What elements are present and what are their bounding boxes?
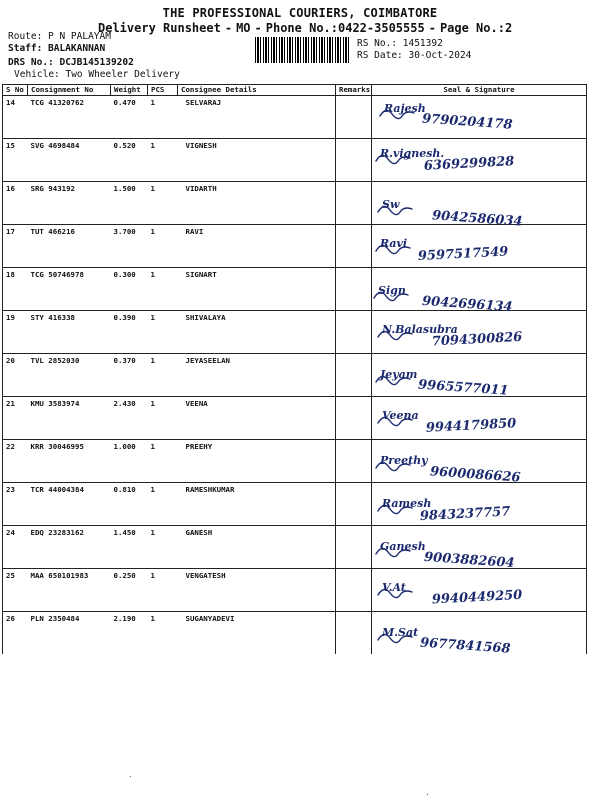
cell-pcs: 1 (148, 397, 178, 440)
cell-sno: 16 (3, 182, 28, 225)
signature-name: Ravi (380, 237, 408, 250)
cell-remarks (336, 225, 372, 268)
cell-weight: 0.520 (111, 139, 148, 182)
signature-phone: 9677841568 (419, 635, 511, 657)
cell-consignment: TVL 2852030 (28, 354, 111, 397)
cell-remarks (336, 612, 372, 655)
cell-consignee: SIGNART (178, 268, 336, 311)
cell-remarks (336, 483, 372, 526)
cell-remarks (336, 569, 372, 612)
cell-consignment: KRR 30046995 (28, 440, 111, 483)
cell-consignment: EDQ 23283162 (28, 526, 111, 569)
handwritten-signature (372, 268, 587, 316)
cell-weight: 2.430 (111, 397, 148, 440)
table-row (3, 354, 587, 397)
table-row (3, 311, 587, 354)
cell-sno: 18 (3, 268, 28, 311)
cell-signature (372, 483, 587, 526)
cell-remarks (336, 182, 372, 225)
cell-consignee: VENGATESH (178, 569, 336, 612)
col-header-weight: Weight (111, 85, 148, 96)
cell-remarks (336, 354, 372, 397)
drs-number: DRS No.: DCJB145139202 (8, 57, 134, 68)
cell-pcs: 1 (148, 311, 178, 354)
title-part: - (428, 21, 436, 35)
signature-name: Veena (382, 409, 419, 422)
cell-remarks (336, 440, 372, 483)
col-header-remarks: Remarks (336, 85, 372, 96)
signature-name: Rajesh (384, 102, 426, 115)
delivery-table (2, 84, 587, 657)
cell-sno: 24 (3, 526, 28, 569)
table-row (3, 225, 587, 268)
cell-remarks (336, 96, 372, 139)
cell-consignment: TCR 44004384 (28, 483, 111, 526)
handwritten-signature (372, 483, 587, 527)
cell-pcs: 1 (148, 526, 178, 569)
table-row (3, 440, 587, 483)
cell-weight: 0.250 (111, 569, 148, 612)
vehicle-label: Vehicle: Two Wheeler Delivery (14, 69, 180, 80)
table-row (3, 612, 587, 655)
company-name: THE PROFESSIONAL COURIERS, COIMBATORE (162, 6, 438, 20)
cell-signature (372, 612, 587, 655)
rs-date: RS Date: 30-Oct-2024 (357, 50, 472, 61)
signature-name: Jeyam (380, 368, 418, 381)
cell-consignee: SELVARAJ (178, 96, 336, 139)
signature-phone: 9790204178 (421, 111, 513, 133)
signature-phone: 9600086626 (429, 464, 521, 486)
cell-weight: 0.370 (111, 354, 148, 397)
barcode-image (255, 37, 350, 63)
signature-phone: 9597517549 (417, 244, 509, 265)
signature-name: N.Balasubra (382, 323, 458, 336)
col-header-pcs: PCS (148, 85, 178, 96)
cell-consignee: VIDARTH (178, 182, 336, 225)
table-row (3, 526, 587, 569)
title-part: Delivery Runsheet (98, 21, 221, 35)
handwritten-signature (372, 139, 587, 183)
handwritten-signature (372, 182, 587, 230)
handwritten-signature (372, 440, 587, 484)
signature-name: Preethy (380, 454, 428, 467)
col-header-consignment: Consignment No (28, 85, 111, 96)
cell-consignee: RAMESHKUMAR (178, 483, 336, 526)
cell-consignee: SUGANYADEVI (178, 612, 336, 655)
cell-consignment: TCG 50746978 (28, 268, 111, 311)
cell-signature (372, 182, 587, 230)
table-row (3, 96, 587, 139)
signature-phone: 9940449250 (431, 587, 523, 608)
handwritten-signature (372, 96, 587, 140)
cell-pcs: 1 (148, 182, 178, 225)
signature-name: R.vignesh. (380, 147, 445, 160)
cell-signature (372, 440, 587, 486)
cell-consignment: SVG 4698484 (28, 139, 111, 182)
signature-phone: 9965577011 (417, 377, 509, 399)
cell-weight: 1.450 (111, 526, 148, 569)
handwritten-signature (372, 526, 587, 570)
cell-consignment: MAA 650101983 (28, 569, 111, 612)
cell-weight: 1.000 (111, 440, 148, 483)
cell-sno: 19 (3, 311, 28, 354)
cell-remarks (336, 268, 372, 311)
cell-weight: 0.300 (111, 268, 148, 311)
signature-name: Sw (382, 198, 400, 211)
cell-signature (372, 526, 587, 572)
scan-mark: · (128, 772, 133, 781)
cell-pcs: 1 (148, 354, 178, 397)
handwritten-signature (372, 354, 587, 398)
cell-weight: 0.810 (111, 483, 148, 526)
cell-sno: 23 (3, 483, 28, 526)
title-part: - (224, 21, 233, 35)
scan-mark: · (425, 790, 430, 799)
cell-remarks (336, 526, 372, 569)
col-header-signature: Seal & Signature (372, 85, 587, 96)
cell-sno: 15 (3, 139, 28, 182)
title-part: MO (236, 21, 251, 35)
cell-remarks (336, 397, 372, 440)
table-row (3, 268, 587, 311)
cell-signature (372, 311, 587, 354)
title-part: Phone No.:0422-3505555 (265, 21, 425, 35)
cell-pcs: 1 (148, 268, 178, 311)
handwritten-signature (372, 225, 587, 269)
table-row (3, 569, 587, 612)
cell-sno: 21 (3, 397, 28, 440)
cell-sno: 26 (3, 612, 28, 655)
title-part: - (254, 21, 262, 35)
cell-consignment: SRG 943192 (28, 182, 111, 225)
col-header-consignee: Consignee Details (178, 85, 336, 96)
signature-phone: 7094300826 (431, 329, 523, 350)
staff-label: Staff: BALAKANNAN (8, 43, 106, 54)
handwritten-signature (372, 311, 587, 355)
handwritten-signature (372, 397, 587, 441)
rs-number: RS No.: 1451392 (357, 38, 443, 49)
cell-weight: 3.700 (111, 225, 148, 268)
cell-consignment: STY 416338 (28, 311, 111, 354)
signature-name: Sign (378, 284, 406, 297)
cell-remarks (336, 139, 372, 182)
cell-consignee: JEYASEELAN (178, 354, 336, 397)
cell-pcs: 1 (148, 139, 178, 182)
signature-name: Ganesh (380, 540, 426, 553)
cell-pcs: 1 (148, 569, 178, 612)
cell-weight: 2.190 (111, 612, 148, 655)
cell-consignee: GANESH (178, 526, 336, 569)
cell-sno: 25 (3, 569, 28, 612)
cell-pcs: 1 (148, 612, 178, 655)
cell-consignment: KMU 3583974 (28, 397, 111, 440)
cell-weight: 0.390 (111, 311, 148, 354)
signature-phone: 9003882604 (423, 549, 515, 572)
cell-consignee: SHIVALAYA (178, 311, 336, 354)
table-row (3, 397, 587, 440)
cell-pcs: 1 (148, 483, 178, 526)
signature-phone: 9944179850 (425, 416, 517, 436)
cell-sno: 20 (3, 354, 28, 397)
cell-pcs: 1 (148, 225, 178, 268)
table-row (3, 182, 587, 225)
cell-signature (372, 569, 587, 612)
cell-signature (372, 139, 587, 182)
signature-name: Ramesh (382, 497, 432, 510)
cell-weight: 0.470 (111, 96, 148, 139)
cell-consignee: VIGNESH (178, 139, 336, 182)
runsheet-title (98, 21, 516, 35)
cell-weight: 1.500 (111, 182, 148, 225)
cell-consignment: TCG 41320762 (28, 96, 111, 139)
handwritten-signature (372, 569, 587, 613)
cell-signature (372, 96, 587, 139)
signature-phone: 9042696134 (421, 293, 513, 316)
cell-pcs: 1 (148, 96, 178, 139)
cell-sno: 22 (3, 440, 28, 483)
cell-remarks (336, 311, 372, 354)
cell-consignee: PREEHY (178, 440, 336, 483)
cell-sno: 14 (3, 96, 28, 139)
signature-name: V.At (382, 581, 406, 594)
table-header-row (3, 85, 587, 96)
cell-signature (372, 354, 587, 397)
signature-name: M.Sat (382, 626, 419, 639)
col-header-sno: S No (3, 85, 28, 96)
title-part: Page No.:2 (439, 21, 513, 35)
cell-consignee: RAVI (178, 225, 336, 268)
signature-phone: 9843237757 (419, 504, 511, 525)
cell-signature (372, 268, 587, 316)
cell-consignment: TUT 466216 (28, 225, 111, 268)
cell-signature (372, 397, 587, 440)
table-row (3, 483, 587, 526)
cell-consignee: VEENA (178, 397, 336, 440)
cell-pcs: 1 (148, 440, 178, 483)
table-row (3, 139, 587, 182)
cell-sno: 17 (3, 225, 28, 268)
handwritten-signature (372, 612, 587, 656)
cell-consignment: PLN 2350484 (28, 612, 111, 655)
route-label: Route: P N PALAYAM (8, 31, 111, 42)
signature-phone: 9042586034 (431, 208, 523, 230)
cell-signature (372, 225, 587, 268)
signature-phone: 6369299828 (423, 154, 515, 174)
